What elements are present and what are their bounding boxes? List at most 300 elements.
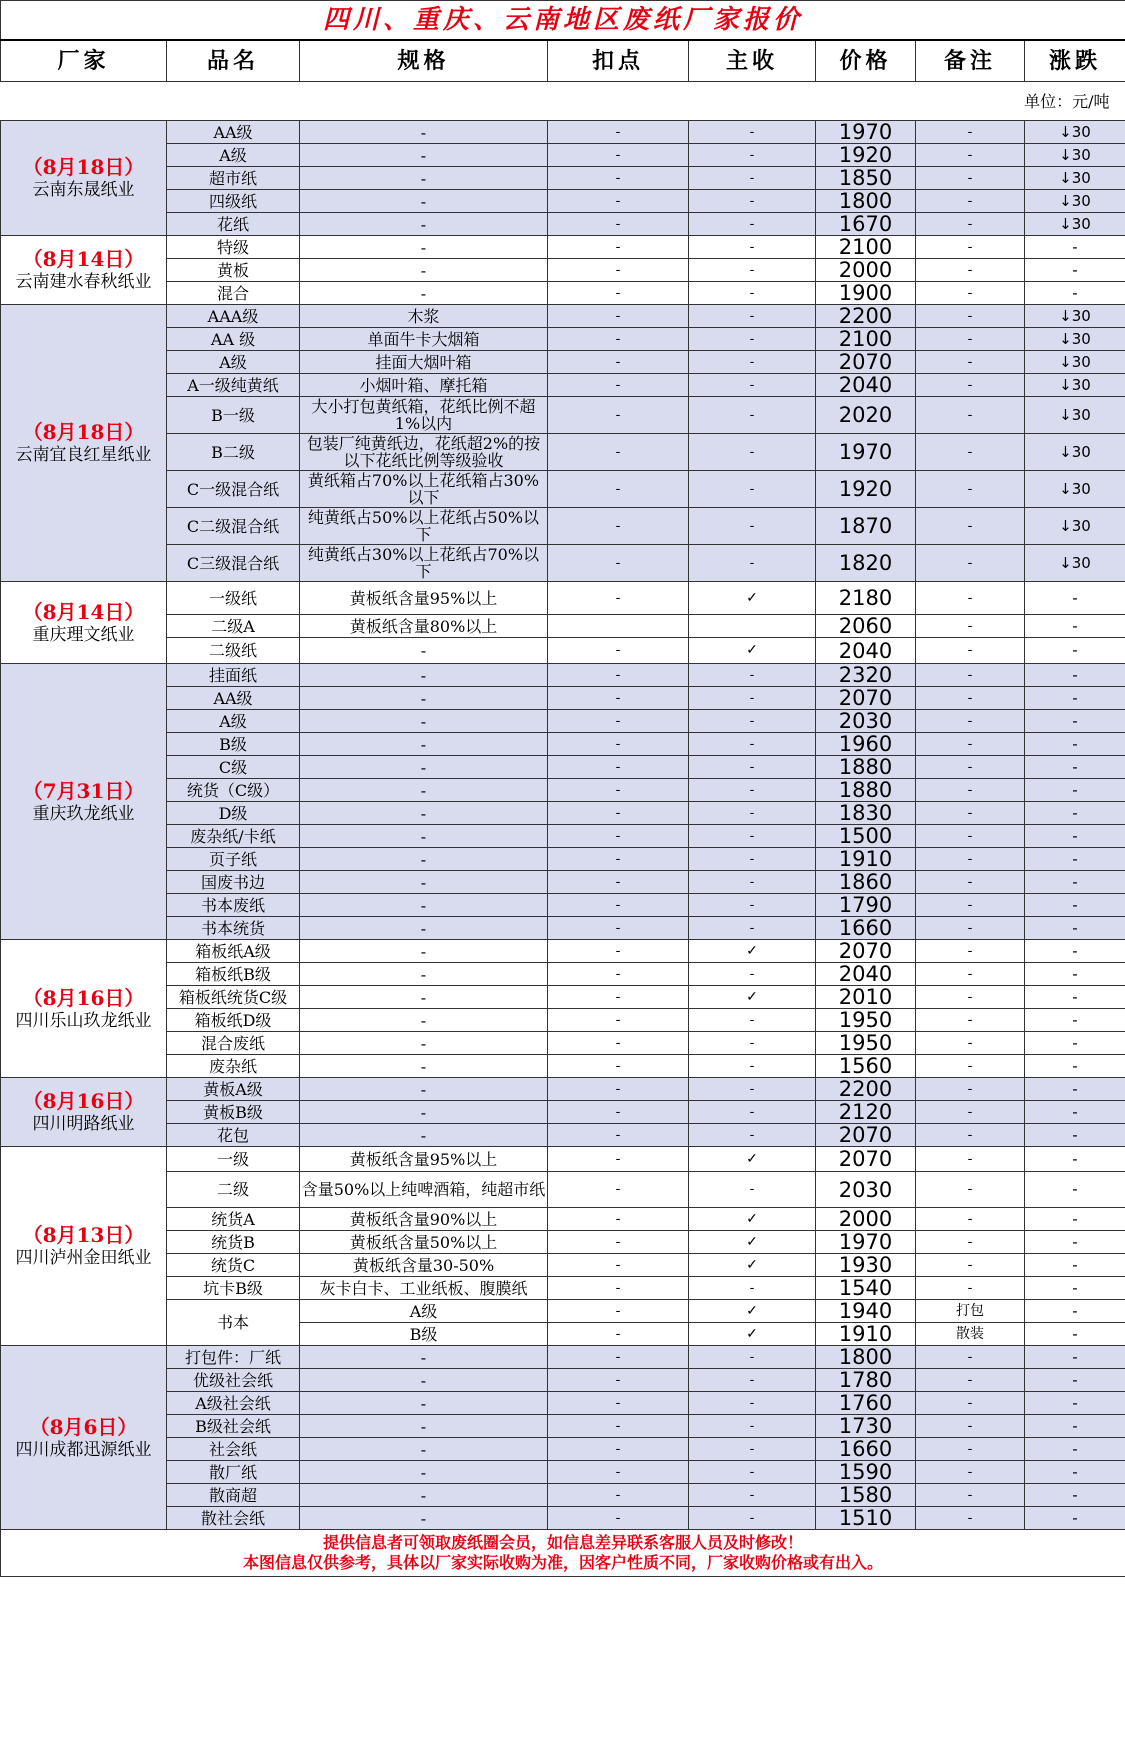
change-cell: - [1025, 825, 1125, 848]
deduct-cell: - [548, 351, 689, 374]
change-cell: - [1025, 1124, 1125, 1147]
price-cell: 2020 [816, 397, 916, 434]
spec-cell: - [300, 167, 548, 190]
change-cell: - [1025, 1484, 1125, 1507]
factory-date: （8月16日） [22, 1089, 145, 1113]
header-deduct: 扣点 [548, 40, 689, 82]
table-row [1, 1392, 1125, 1415]
spec-cell: - [300, 894, 548, 917]
deduct-cell: - [548, 1507, 689, 1530]
change-cell: ↓30 [1025, 167, 1125, 190]
note-cell: - [916, 848, 1025, 871]
factory-cell [1, 1147, 167, 1346]
table-row [1, 1055, 1125, 1078]
price-cell: 1880 [816, 756, 916, 779]
table-row [1, 710, 1125, 733]
change-cell: - [1025, 1231, 1125, 1254]
price-cell: 1500 [816, 825, 916, 848]
note-cell: - [916, 1438, 1025, 1461]
note-cell: - [916, 374, 1025, 397]
table-row [1, 328, 1125, 351]
deduct-cell: - [548, 282, 689, 305]
deduct-cell: - [548, 1101, 689, 1124]
note-cell: - [916, 328, 1025, 351]
spec-cell: - [300, 144, 548, 167]
price-cell: 1760 [816, 1392, 916, 1415]
note-cell: - [916, 259, 1025, 282]
spec-cell: 黄板纸含量30-50% [300, 1254, 548, 1277]
table-row [1, 894, 1125, 917]
product-cell: B二级 [167, 434, 300, 471]
factory-name: 云南东晟纸业 [32, 180, 135, 200]
note-cell: 打包 [916, 1300, 1025, 1323]
main-collect-cell: ✓ [689, 1208, 816, 1231]
product-cell: B级 [167, 733, 300, 756]
note-cell: - [916, 144, 1025, 167]
note-cell: 散装 [916, 1323, 1025, 1346]
main-collect-cell: - [689, 213, 816, 236]
note-cell: - [916, 733, 1025, 756]
main-collect-cell: - [689, 894, 816, 917]
main-collect-cell: - [689, 1032, 816, 1055]
table-row [1, 190, 1125, 213]
product-cell: AA级 [167, 121, 300, 144]
table-row [1, 638, 1125, 664]
factory-date: （7月31日） [22, 778, 145, 803]
main-collect-cell: - [689, 871, 816, 894]
main-collect-cell: - [689, 397, 816, 434]
main-collect-cell: - [689, 351, 816, 374]
table-row [1, 848, 1125, 871]
spec-cell: 单面牛卡大烟箱 [300, 328, 548, 351]
product-cell: 混合 [167, 282, 300, 305]
change-cell: - [1025, 1392, 1125, 1415]
deduct-cell: - [548, 582, 689, 615]
price-cell: 1780 [816, 1369, 916, 1392]
price-cell: 2040 [816, 638, 916, 664]
product-cell: 国废书边 [167, 871, 300, 894]
main-collect-cell: - [689, 1078, 816, 1101]
product-cell: A一级纯黄纸 [167, 374, 300, 397]
spec-cell: - [300, 1101, 548, 1124]
product-cell: 散商超 [167, 1484, 300, 1507]
header-row [1, 40, 1125, 82]
main-collect-cell: - [689, 779, 816, 802]
deduct-cell: - [548, 1277, 689, 1300]
factory-date: （8月18日） [22, 420, 145, 444]
table-row [1, 1300, 1125, 1323]
price-cell: 1920 [816, 471, 916, 508]
deduct-cell: - [548, 121, 689, 144]
table-row [1, 236, 1125, 259]
table-row [1, 545, 1125, 582]
spec-cell: - [300, 1461, 548, 1484]
main-collect-cell: ✓ [689, 1254, 816, 1277]
table-row [1, 508, 1125, 545]
change-cell: - [1025, 615, 1125, 638]
price-cell: 1880 [816, 779, 916, 802]
product-cell: C三级混合纸 [167, 545, 300, 582]
change-cell: - [1025, 582, 1125, 615]
note-cell: - [916, 1231, 1025, 1254]
price-cell: 1830 [816, 802, 916, 825]
table-row [1, 1078, 1125, 1101]
note-cell: - [916, 1055, 1025, 1078]
spec-cell: - [300, 190, 548, 213]
change-cell: - [1025, 282, 1125, 305]
product-cell: 混合废纸 [167, 1032, 300, 1055]
product-cell: 社会纸 [167, 1438, 300, 1461]
table-row [1, 664, 1125, 687]
change-cell: - [1025, 710, 1125, 733]
product-cell: 统货C [167, 1254, 300, 1277]
change-cell: - [1025, 1438, 1125, 1461]
change-cell: - [1025, 1032, 1125, 1055]
product-cell: A级 [167, 710, 300, 733]
deduct-cell: - [548, 802, 689, 825]
table-row [1, 1254, 1125, 1277]
table-row [1, 1415, 1125, 1438]
table-row [1, 1101, 1125, 1124]
spec-cell: 黄板纸含量95%以上 [300, 582, 548, 615]
deduct-cell: - [548, 779, 689, 802]
spec-cell: - [300, 733, 548, 756]
header-note: 备注 [916, 40, 1025, 82]
spec-cell: 灰卡白卡、工业纸板、腹膜纸 [300, 1277, 548, 1300]
spec-cell: - [300, 1124, 548, 1147]
product-cell: 黄板B级 [167, 1101, 300, 1124]
product-cell: 二级A [167, 615, 300, 638]
product-cell: AAA级 [167, 305, 300, 328]
main-collect-cell: - [689, 121, 816, 144]
note-cell: - [916, 1484, 1025, 1507]
table-row [1, 917, 1125, 940]
product-cell: 散社会纸 [167, 1507, 300, 1530]
factory-cell [1, 121, 167, 236]
deduct-cell: - [548, 545, 689, 582]
change-cell: - [1025, 848, 1125, 871]
change-cell: ↓30 [1025, 213, 1125, 236]
change-cell: - [1025, 1323, 1125, 1346]
change-cell: - [1025, 940, 1125, 963]
note-cell: - [916, 710, 1025, 733]
spec-cell: - [300, 1369, 548, 1392]
note-cell: - [916, 871, 1025, 894]
deduct-cell: - [548, 733, 689, 756]
change-cell: - [1025, 687, 1125, 710]
main-collect-cell: ✓ [689, 638, 816, 664]
main-collect-cell: - [689, 825, 816, 848]
header-spec: 规格 [300, 40, 548, 82]
price-cell: 1790 [816, 894, 916, 917]
price-cell: 1900 [816, 282, 916, 305]
product-cell: B一级 [167, 397, 300, 434]
table-row [1, 1507, 1125, 1530]
change-cell: - [1025, 1369, 1125, 1392]
main-collect-cell: ✓ [689, 986, 816, 1009]
deduct-cell: - [548, 687, 689, 710]
spec-cell: 纯黄纸占30%以上花纸占70%以下 [300, 545, 548, 582]
table-row [1, 779, 1125, 802]
main-collect-cell: - [689, 1277, 816, 1300]
spec-cell: - [300, 1078, 548, 1101]
spec-cell: - [300, 1032, 548, 1055]
product-cell: C二级混合纸 [167, 508, 300, 545]
table-row [1, 802, 1125, 825]
price-cell: 2040 [816, 374, 916, 397]
table-row [1, 1438, 1125, 1461]
table-row [1, 1172, 1125, 1208]
note-cell: - [916, 615, 1025, 638]
product-cell: 四级纸 [167, 190, 300, 213]
deduct-cell: - [548, 1438, 689, 1461]
spec-cell: - [300, 1346, 548, 1369]
main-collect-cell: - [689, 328, 816, 351]
price-cell: 2100 [816, 328, 916, 351]
product-cell: 书本 [167, 1300, 300, 1346]
price-cell: 1920 [816, 144, 916, 167]
deduct-cell: - [548, 710, 689, 733]
change-cell: ↓30 [1025, 121, 1125, 144]
product-cell: 废杂纸 [167, 1055, 300, 1078]
deduct-cell: - [548, 305, 689, 328]
deduct-cell: - [548, 1323, 689, 1346]
note-cell: - [916, 986, 1025, 1009]
deduct-cell: - [548, 1392, 689, 1415]
product-cell: 废杂纸/卡纸 [167, 825, 300, 848]
table-row [1, 687, 1125, 710]
note-cell: - [916, 940, 1025, 963]
product-cell: 统货A [167, 1208, 300, 1231]
product-cell: 优级社会纸 [167, 1369, 300, 1392]
note-cell: - [916, 1101, 1025, 1124]
factory-date: （8月13日） [22, 1223, 145, 1247]
deduct-cell: - [548, 1124, 689, 1147]
table-row [1, 963, 1125, 986]
note-cell: - [916, 1254, 1025, 1277]
change-cell: ↓30 [1025, 144, 1125, 167]
table-row [1, 615, 1125, 638]
factory-name: 四川明路纸业 [32, 1114, 135, 1134]
table-row [1, 1124, 1125, 1147]
change-cell: ↓30 [1025, 434, 1125, 471]
price-cell: 2120 [816, 1101, 916, 1124]
header-change: 涨跌 [1025, 40, 1125, 82]
main-collect-cell: ✓ [689, 582, 816, 615]
spec-cell: - [300, 1507, 548, 1530]
factory-name: 重庆理文纸业 [32, 624, 135, 645]
factory-cell [1, 664, 167, 940]
main-collect-cell: - [689, 963, 816, 986]
price-cell: 1580 [816, 1484, 916, 1507]
note-cell: - [916, 1078, 1025, 1101]
table-row [1, 871, 1125, 894]
deduct-cell: - [548, 1461, 689, 1484]
product-cell: AA 级 [167, 328, 300, 351]
change-cell: - [1025, 1172, 1125, 1208]
main-collect-cell: - [689, 1124, 816, 1147]
deduct-cell: - [548, 756, 689, 779]
main-collect-cell: - [689, 664, 816, 687]
spec-cell: - [300, 259, 548, 282]
spec-cell: - [300, 236, 548, 259]
spec-cell: 黄板纸含量80%以上 [300, 615, 548, 638]
table-row [1, 1147, 1125, 1172]
change-cell: ↓30 [1025, 545, 1125, 582]
note-cell: - [916, 825, 1025, 848]
main-collect-cell: - [689, 305, 816, 328]
factory-date: （8月16日） [22, 985, 145, 1010]
note-cell: - [916, 1392, 1025, 1415]
price-cell: 1970 [816, 1231, 916, 1254]
deduct-cell: - [548, 848, 689, 871]
note-cell: - [916, 397, 1025, 434]
main-collect-cell: - [689, 471, 816, 508]
change-cell: - [1025, 1147, 1125, 1172]
factory-cell [1, 582, 167, 664]
change-cell: - [1025, 917, 1125, 940]
price-cell: 1910 [816, 848, 916, 871]
note-cell: - [916, 190, 1025, 213]
deduct-cell: - [548, 1369, 689, 1392]
change-cell: - [1025, 259, 1125, 282]
spec-cell: - [300, 1392, 548, 1415]
price-cell: 2070 [816, 687, 916, 710]
note-cell: - [916, 664, 1025, 687]
main-collect-cell: - [689, 190, 816, 213]
note-cell: - [916, 213, 1025, 236]
main-collect-cell: - [689, 1415, 816, 1438]
product-cell: 散厂纸 [167, 1461, 300, 1484]
product-cell: 统货B [167, 1231, 300, 1254]
product-cell: AA级 [167, 687, 300, 710]
change-cell: - [1025, 1507, 1125, 1530]
table-row [1, 374, 1125, 397]
table-row [1, 1208, 1125, 1231]
deduct-cell: - [548, 328, 689, 351]
table-row [1, 1032, 1125, 1055]
deduct-cell: - [548, 917, 689, 940]
note-cell: - [916, 894, 1025, 917]
note-cell: - [916, 1147, 1025, 1172]
change-cell: ↓30 [1025, 508, 1125, 545]
change-cell: - [1025, 1461, 1125, 1484]
main-collect-cell: - [689, 756, 816, 779]
spec-cell: - [300, 802, 548, 825]
product-cell: 箱板纸统货C级 [167, 986, 300, 1009]
product-cell: 箱板纸B级 [167, 963, 300, 986]
table-row [1, 733, 1125, 756]
price-cell: 1510 [816, 1507, 916, 1530]
deduct-cell: - [548, 508, 689, 545]
main-collect-cell: - [689, 1346, 816, 1369]
change-cell: - [1025, 779, 1125, 802]
change-cell: - [1025, 1346, 1125, 1369]
table-row [1, 167, 1125, 190]
factory-name: 四川泸州金田纸业 [15, 1248, 152, 1268]
footer-line-2: 本图信息仅供参考，具体以厂家实际收购为准，因客户性质不同，厂家收购价格或有出入。 [243, 1553, 884, 1572]
deduct-cell: - [548, 167, 689, 190]
spec-cell: 黄板纸含量90%以上 [300, 1208, 548, 1231]
note-cell: - [916, 802, 1025, 825]
table-row [1, 1346, 1125, 1369]
main-collect-cell: - [689, 917, 816, 940]
note-cell: - [916, 508, 1025, 545]
product-cell: 书本统货 [167, 917, 300, 940]
note-cell: - [916, 305, 1025, 328]
change-cell: - [1025, 1078, 1125, 1101]
main-collect-cell: - [689, 434, 816, 471]
main-collect-cell: - [689, 374, 816, 397]
deduct-cell: - [548, 940, 689, 963]
price-cell: 1730 [816, 1415, 916, 1438]
change-cell: - [1025, 236, 1125, 259]
deduct-cell: - [548, 1208, 689, 1231]
main-collect-cell: - [689, 1392, 816, 1415]
main-collect-cell: - [689, 1369, 816, 1392]
note-cell: - [916, 1346, 1025, 1369]
main-collect-cell: ✓ [689, 1300, 816, 1323]
table-row [1, 259, 1125, 282]
price-cell: 1940 [816, 1300, 916, 1323]
note-cell: - [916, 917, 1025, 940]
factory-cell [1, 940, 167, 1078]
main-collect-cell: - [689, 1172, 816, 1208]
header-main: 主收 [689, 40, 816, 82]
main-collect-cell: - [689, 259, 816, 282]
deduct-cell: - [548, 1484, 689, 1507]
table-row [1, 305, 1125, 328]
spec-cell: 黄板纸含量95%以上 [300, 1147, 548, 1172]
price-cell: 2000 [816, 1208, 916, 1231]
price-cell: 1590 [816, 1461, 916, 1484]
factory-date: （8月14日） [22, 599, 145, 624]
table-row [1, 940, 1125, 963]
product-cell: A级 [167, 144, 300, 167]
table-row [1, 213, 1125, 236]
price-cell: 2200 [816, 305, 916, 328]
spec-cell: 黄板纸含量50%以上 [300, 1231, 548, 1254]
main-collect-cell: - [689, 1507, 816, 1530]
price-cell: 1960 [816, 733, 916, 756]
note-cell: - [916, 471, 1025, 508]
product-cell: 一级纸 [167, 582, 300, 615]
factory-name: 四川乐山玖龙纸业 [15, 1010, 152, 1031]
change-cell: - [1025, 1009, 1125, 1032]
spec-cell: A级 [300, 1300, 548, 1323]
spec-cell: - [300, 1484, 548, 1507]
price-cell: 2180 [816, 582, 916, 615]
deduct-cell: - [548, 986, 689, 1009]
change-cell: - [1025, 1208, 1125, 1231]
spec-cell: B级 [300, 1323, 548, 1346]
change-cell: - [1025, 894, 1125, 917]
main-collect-cell: - [689, 167, 816, 190]
change-cell: - [1025, 963, 1125, 986]
spec-cell: 大小打包黄纸箱，花纸比例不超1%以内 [300, 397, 548, 434]
product-cell: 书本废纸 [167, 894, 300, 917]
price-cell: 2100 [816, 236, 916, 259]
main-collect-cell: - [689, 848, 816, 871]
spec-cell: 包装厂纯黄纸边，花纸超2%的按以下花纸比例等级验收 [300, 434, 548, 471]
note-cell: - [916, 779, 1025, 802]
price-cell: 2030 [816, 1172, 916, 1208]
deduct-cell: - [548, 434, 689, 471]
spec-cell: - [300, 779, 548, 802]
table-row [1, 144, 1125, 167]
spec-cell: - [300, 1415, 548, 1438]
price-cell: 1860 [816, 871, 916, 894]
